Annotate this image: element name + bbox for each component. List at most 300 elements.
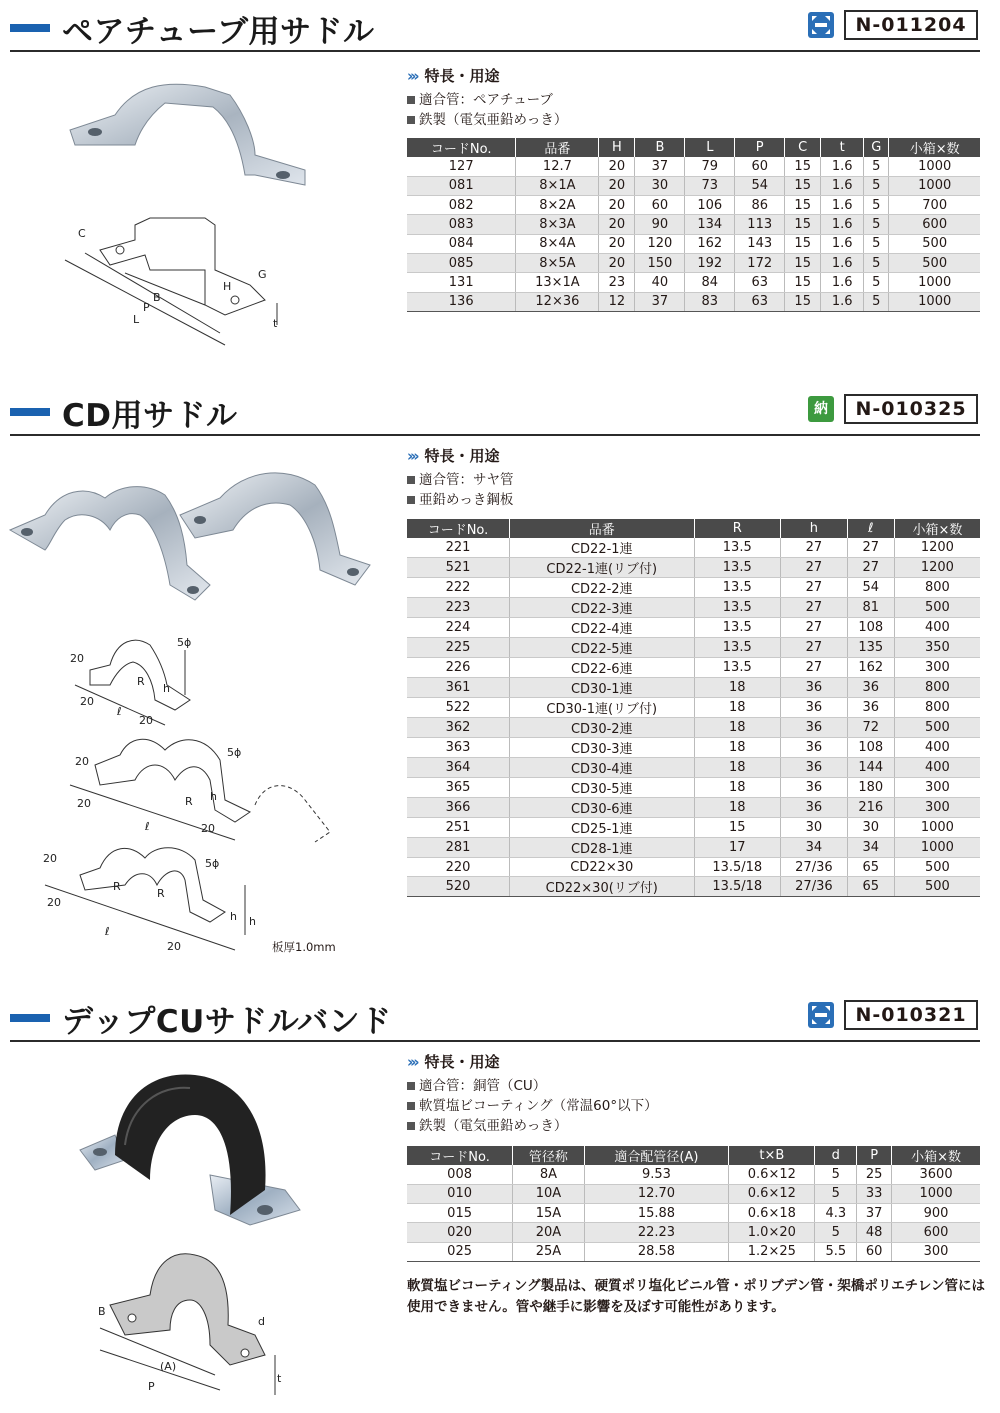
table-cell: 106 bbox=[685, 196, 735, 215]
table-row bbox=[407, 234, 980, 253]
table-cell: 18 bbox=[694, 718, 780, 738]
dimension-diagram bbox=[100, 1254, 275, 1395]
table-row bbox=[407, 253, 980, 272]
table-cell: 18 bbox=[694, 758, 780, 778]
electro-zinc-badge-icon bbox=[808, 1002, 834, 1028]
column-header: t bbox=[821, 138, 864, 157]
dim-label-20: 20 bbox=[75, 755, 89, 768]
table-row bbox=[407, 196, 980, 215]
table-row bbox=[407, 1204, 980, 1223]
table-cell: 18 bbox=[694, 678, 780, 698]
column-header: d bbox=[815, 1146, 857, 1165]
table-cell: 5 bbox=[864, 215, 889, 234]
electro-zinc-badge-icon bbox=[808, 12, 834, 38]
table-cell: 108 bbox=[847, 738, 894, 758]
table-cell: 522 bbox=[407, 698, 509, 718]
column-header: 小箱×数 bbox=[894, 519, 980, 538]
table-cell: 15 bbox=[785, 196, 821, 215]
table-cell: CD30-1連(リブ付) bbox=[509, 698, 694, 718]
table-cell: 362 bbox=[407, 718, 509, 738]
table-cell: 13.5 bbox=[694, 658, 780, 678]
table-cell: 1000 bbox=[889, 157, 980, 176]
table-cell: 37 bbox=[635, 157, 685, 176]
table-cell: 20 bbox=[599, 253, 635, 272]
feature-item: 適合管：銅管（CU） bbox=[407, 1076, 658, 1096]
dim-label-c: C bbox=[78, 227, 86, 240]
column-header: コードNo. bbox=[407, 519, 509, 538]
table-cell: 27 bbox=[847, 558, 894, 578]
table-cell: 12×36 bbox=[516, 292, 599, 311]
table-cell: 27 bbox=[780, 578, 847, 598]
dim-label-20: 20 bbox=[70, 652, 84, 665]
feature-item: 鉄製（電気亜鉛めっき） bbox=[407, 1116, 658, 1136]
table-cell: 13.5 bbox=[694, 538, 780, 558]
title-marker bbox=[10, 24, 50, 32]
table-cell: 20 bbox=[599, 196, 635, 215]
section-3-header bbox=[0, 996, 1000, 1040]
dim-label-20: 20 bbox=[80, 695, 94, 708]
column-header: P bbox=[857, 1146, 892, 1165]
table-cell: 22.23 bbox=[584, 1223, 729, 1242]
table-cell: 500 bbox=[889, 234, 980, 253]
saddle-photo bbox=[70, 84, 305, 185]
table-cell: 15 bbox=[785, 176, 821, 195]
table-cell: 34 bbox=[780, 838, 847, 858]
table-cell: 8A bbox=[513, 1165, 584, 1184]
table-cell: 083 bbox=[407, 215, 516, 234]
table-cell: 30 bbox=[780, 818, 847, 838]
table-cell: 008 bbox=[407, 1165, 513, 1184]
table-cell: 36 bbox=[780, 798, 847, 818]
dim-label-phi: 5ϕ bbox=[227, 746, 242, 759]
table-cell: 1.6 bbox=[821, 157, 864, 176]
dim-label-h: h bbox=[230, 910, 237, 923]
table-cell: 1000 bbox=[894, 838, 980, 858]
chevron-right-icon: ››› bbox=[407, 446, 417, 465]
table-cell: 300 bbox=[894, 658, 980, 678]
table-cell: 65 bbox=[847, 877, 894, 897]
table-cell: 48 bbox=[857, 1223, 892, 1242]
table-cell: 8×3A bbox=[516, 215, 599, 234]
table-cell: 36 bbox=[780, 698, 847, 718]
table-cell: 1000 bbox=[892, 1184, 980, 1203]
table-cell: 15.88 bbox=[584, 1204, 729, 1223]
table-cell: 222 bbox=[407, 578, 509, 598]
dim-label-20: 20 bbox=[167, 940, 181, 953]
table-cell: 172 bbox=[735, 253, 785, 272]
table-cell: 84 bbox=[685, 273, 735, 292]
column-header: 小箱×数 bbox=[892, 1146, 980, 1165]
table-cell: 13.5 bbox=[694, 558, 780, 578]
caution-note: 軟質塩ビコーティング製品は、硬質ポリ塩化ビニル管・ポリブデン管・架橋ポリエチレン管には使用できません。管や継手に影響を及ぼす可能性があります。 bbox=[407, 1278, 986, 1315]
table-cell: 1200 bbox=[894, 558, 980, 578]
table-cell: 60 bbox=[857, 1242, 892, 1261]
table-cell: 30 bbox=[635, 176, 685, 195]
table-cell: 1200 bbox=[894, 538, 980, 558]
table-cell: 36 bbox=[847, 678, 894, 698]
table-cell: 9.53 bbox=[584, 1165, 729, 1184]
table-cell: 134 bbox=[685, 215, 735, 234]
table-cell: 1.2×25 bbox=[729, 1242, 815, 1261]
table-row bbox=[407, 638, 980, 658]
table-cell: 221 bbox=[407, 538, 509, 558]
table-cell: CD30-4連 bbox=[509, 758, 694, 778]
table-row bbox=[407, 718, 980, 738]
features-heading: ››› 特長・用途 bbox=[407, 1052, 500, 1071]
dim-label-p: P bbox=[148, 1380, 155, 1393]
table-row bbox=[407, 157, 980, 176]
feature-item: 亜鉛めっき鋼板 bbox=[407, 490, 514, 510]
table-cell: CD22×30(リブ付) bbox=[509, 877, 694, 897]
table-cell: 082 bbox=[407, 196, 516, 215]
table-cell: 1000 bbox=[889, 273, 980, 292]
table-row bbox=[407, 176, 980, 195]
dim-label-h: H bbox=[223, 280, 232, 293]
table-cell: 120 bbox=[635, 234, 685, 253]
table-cell: 15 bbox=[785, 292, 821, 311]
table-cell: 63 bbox=[735, 292, 785, 311]
table-row bbox=[407, 598, 980, 618]
table-cell: 13.5 bbox=[694, 638, 780, 658]
table-cell: 226 bbox=[407, 658, 509, 678]
column-header: R bbox=[694, 519, 780, 538]
table-cell: 72 bbox=[847, 718, 894, 738]
table-cell: 36 bbox=[780, 758, 847, 778]
table-cell: 18 bbox=[694, 698, 780, 718]
table-cell: 5 bbox=[864, 253, 889, 272]
table-row bbox=[407, 658, 980, 678]
table-cell: 015 bbox=[407, 1204, 513, 1223]
features-block bbox=[407, 445, 514, 510]
table-row bbox=[407, 1184, 980, 1203]
saddle-photo-double bbox=[10, 487, 210, 600]
column-header: t×B bbox=[729, 1146, 815, 1165]
table-cell: 8×5A bbox=[516, 253, 599, 272]
table-cell: 15 bbox=[785, 234, 821, 253]
feature-item: 適合管：ペアチューブ bbox=[407, 90, 567, 110]
table-cell: 108 bbox=[847, 618, 894, 638]
table-cell: 18 bbox=[694, 778, 780, 798]
table-cell: 300 bbox=[894, 798, 980, 818]
table-cell: 500 bbox=[894, 598, 980, 618]
table-row bbox=[407, 558, 980, 578]
table-cell: 1000 bbox=[889, 176, 980, 195]
table-cell: 27 bbox=[780, 558, 847, 578]
table-cell: CD22-6連 bbox=[509, 658, 694, 678]
table-cell: 27 bbox=[780, 618, 847, 638]
table-cell: 65 bbox=[847, 858, 894, 877]
table-cell: 363 bbox=[407, 738, 509, 758]
table-cell: 73 bbox=[685, 176, 735, 195]
table-cell: 13.5/18 bbox=[694, 858, 780, 877]
dim-label-20: 20 bbox=[43, 852, 57, 865]
table-cell: 0.6×12 bbox=[729, 1184, 815, 1203]
table-row bbox=[407, 215, 980, 234]
table-cell: CD22-4連 bbox=[509, 618, 694, 638]
table-cell: 364 bbox=[407, 758, 509, 778]
table-cell: 281 bbox=[407, 838, 509, 858]
table-cell: 25A bbox=[513, 1242, 584, 1261]
features-heading: ››› 特長・用途 bbox=[407, 446, 500, 465]
pair-tube-saddle-illustration bbox=[55, 75, 325, 360]
table-cell: 34 bbox=[847, 838, 894, 858]
table-cell: 36 bbox=[847, 698, 894, 718]
section-1-header bbox=[0, 6, 1000, 50]
table-cell: 30 bbox=[847, 818, 894, 838]
title-rule bbox=[10, 1040, 980, 1042]
table-cell: 5 bbox=[864, 292, 889, 311]
table-cell: 28.58 bbox=[584, 1242, 729, 1261]
table-cell: 251 bbox=[407, 818, 509, 838]
title-rule bbox=[10, 434, 980, 436]
table-cell: 20 bbox=[599, 176, 635, 195]
table-cell: 144 bbox=[847, 758, 894, 778]
table-cell: 300 bbox=[892, 1242, 980, 1261]
table-cell: 224 bbox=[407, 618, 509, 638]
dim-label-r: R bbox=[185, 795, 193, 808]
table-cell: CD30-5連 bbox=[509, 778, 694, 798]
table-cell: 15 bbox=[694, 818, 780, 838]
table-cell: CD22-1連 bbox=[509, 538, 694, 558]
product-code: N-010325 bbox=[844, 394, 978, 424]
dim-label-g: G bbox=[258, 268, 267, 281]
thickness-label: 板厚1.0mm bbox=[272, 940, 336, 954]
cd-saddle-illustration bbox=[5, 460, 395, 960]
table-cell: 15 bbox=[785, 253, 821, 272]
dim-label-20: 20 bbox=[139, 714, 153, 727]
table-cell: 361 bbox=[407, 678, 509, 698]
dim-label-l: ℓ bbox=[105, 925, 110, 938]
table-cell: 27 bbox=[780, 638, 847, 658]
table-cell: 521 bbox=[407, 558, 509, 578]
dim-label-20: 20 bbox=[47, 896, 61, 909]
table-cell: 20A bbox=[513, 1223, 584, 1242]
product-code: N-010321 bbox=[844, 1000, 978, 1030]
table-row bbox=[407, 877, 980, 897]
table-cell: 5 bbox=[815, 1223, 857, 1242]
table-cell: 400 bbox=[894, 738, 980, 758]
table-row bbox=[407, 538, 980, 558]
table-header-row bbox=[407, 1146, 980, 1165]
table-cell: CD30-1連 bbox=[509, 678, 694, 698]
dim-label-r: R bbox=[137, 675, 145, 688]
features-block bbox=[407, 1051, 658, 1136]
title-marker bbox=[10, 408, 50, 416]
table-cell: 36 bbox=[780, 718, 847, 738]
column-header: L bbox=[685, 138, 735, 157]
section-title: CD用サドル bbox=[62, 398, 238, 434]
table-cell: 4.3 bbox=[815, 1204, 857, 1223]
table-cell: 400 bbox=[894, 618, 980, 638]
spec-table bbox=[407, 1146, 980, 1262]
table-cell: CD25-1連 bbox=[509, 818, 694, 838]
table-cell: CD30-2連 bbox=[509, 718, 694, 738]
table-cell: 86 bbox=[735, 196, 785, 215]
table-row bbox=[407, 1223, 980, 1242]
dim-label-phi: 5ϕ bbox=[205, 857, 220, 870]
table-cell: 192 bbox=[685, 253, 735, 272]
table-cell: 15A bbox=[513, 1204, 584, 1223]
column-header: G bbox=[864, 138, 889, 157]
table-cell: 81 bbox=[847, 598, 894, 618]
table-cell: 1.6 bbox=[821, 273, 864, 292]
table-row bbox=[407, 678, 980, 698]
column-header: 品番 bbox=[516, 138, 599, 157]
table-cell: 13×1A bbox=[516, 273, 599, 292]
delivery-badge-icon: 納 bbox=[808, 396, 834, 422]
dim-label-r: R bbox=[113, 880, 121, 893]
table-cell: 113 bbox=[735, 215, 785, 234]
title-marker bbox=[10, 1014, 50, 1022]
table-cell: 27 bbox=[847, 538, 894, 558]
table-cell: 5 bbox=[864, 196, 889, 215]
table-row bbox=[407, 1165, 980, 1184]
table-cell: 5 bbox=[864, 176, 889, 195]
table-cell: 36 bbox=[780, 738, 847, 758]
column-header: P bbox=[735, 138, 785, 157]
table-cell: 084 bbox=[407, 234, 516, 253]
table-cell: 5 bbox=[864, 157, 889, 176]
table-cell: 54 bbox=[735, 176, 785, 195]
dim-label-l: ℓ bbox=[145, 820, 150, 833]
table-cell: 83 bbox=[685, 292, 735, 311]
column-header: 適合配管径(A) bbox=[584, 1146, 729, 1165]
table-row bbox=[407, 698, 980, 718]
product-code: N-011204 bbox=[844, 10, 978, 40]
table-cell: 27/36 bbox=[780, 858, 847, 877]
table-cell: 500 bbox=[894, 718, 980, 738]
table-cell: 13.5 bbox=[694, 618, 780, 638]
dim-label-p: P bbox=[143, 301, 150, 314]
chevron-right-icon: ››› bbox=[407, 66, 417, 85]
dim-label-d: d bbox=[258, 1315, 265, 1328]
table-header-row bbox=[407, 519, 980, 538]
table-cell: 1.6 bbox=[821, 176, 864, 195]
table-cell: 225 bbox=[407, 638, 509, 658]
table-header-row bbox=[407, 138, 980, 157]
table-cell: 12.70 bbox=[584, 1184, 729, 1203]
table-cell: 1.6 bbox=[821, 253, 864, 272]
table-cell: 085 bbox=[407, 253, 516, 272]
table-cell: 400 bbox=[894, 758, 980, 778]
feature-item: 軟質塩ビコーティング（常温60°以下） bbox=[407, 1096, 658, 1116]
chevron-right-icon: ››› bbox=[407, 1052, 417, 1071]
table-row bbox=[407, 798, 980, 818]
column-header: H bbox=[599, 138, 635, 157]
table-row bbox=[407, 758, 980, 778]
section-title: デップCUサドルバンド bbox=[62, 1004, 392, 1040]
table-cell: 220 bbox=[407, 858, 509, 877]
table-cell: 33 bbox=[857, 1184, 892, 1203]
table-cell: 20 bbox=[599, 157, 635, 176]
table-cell: 8×2A bbox=[516, 196, 599, 215]
dip-cu-saddle-illustration bbox=[70, 1060, 310, 1405]
table-cell: 60 bbox=[635, 196, 685, 215]
table-cell: 18 bbox=[694, 798, 780, 818]
table-cell: CD30-3連 bbox=[509, 738, 694, 758]
table-cell: 40 bbox=[635, 273, 685, 292]
table-cell: 600 bbox=[892, 1223, 980, 1242]
features-heading: ››› 特長・用途 bbox=[407, 66, 500, 85]
table-cell: 18 bbox=[694, 738, 780, 758]
table-cell: 350 bbox=[894, 638, 980, 658]
column-header: 品番 bbox=[509, 519, 694, 538]
table-cell: 800 bbox=[894, 698, 980, 718]
table-row bbox=[407, 838, 980, 858]
table-row bbox=[407, 1242, 980, 1261]
table-cell: 366 bbox=[407, 798, 509, 818]
section-title: ペアチューブ用サドル bbox=[62, 14, 375, 50]
features-block bbox=[407, 65, 567, 130]
column-header: B bbox=[635, 138, 685, 157]
table-cell: 15 bbox=[785, 157, 821, 176]
table-cell: 27 bbox=[780, 538, 847, 558]
table-row bbox=[407, 818, 980, 838]
table-cell: 143 bbox=[735, 234, 785, 253]
table-row bbox=[407, 273, 980, 292]
feature-item: 鉄製（電気亜鉛めっき） bbox=[407, 110, 567, 130]
table-cell: 20 bbox=[599, 215, 635, 234]
table-row bbox=[407, 858, 980, 877]
table-cell: 12 bbox=[599, 292, 635, 311]
table-row bbox=[407, 618, 980, 638]
table-cell: 020 bbox=[407, 1223, 513, 1242]
table-cell: CD22-2連 bbox=[509, 578, 694, 598]
table-cell: 13.5 bbox=[694, 578, 780, 598]
table-cell: 5 bbox=[864, 273, 889, 292]
table-row bbox=[407, 292, 980, 311]
table-cell: 136 bbox=[407, 292, 516, 311]
table-cell: 90 bbox=[635, 215, 685, 234]
dim-label-h: h bbox=[210, 790, 217, 803]
column-header: C bbox=[785, 138, 821, 157]
table-cell: 36 bbox=[780, 778, 847, 798]
table-cell: 36 bbox=[780, 678, 847, 698]
table-cell: 25 bbox=[857, 1165, 892, 1184]
table-cell: 1.6 bbox=[821, 292, 864, 311]
table-cell: 500 bbox=[889, 253, 980, 272]
column-header: コードNo. bbox=[407, 1146, 513, 1165]
table-cell: CD22-1連(リブ付) bbox=[509, 558, 694, 578]
spec-table bbox=[407, 138, 980, 312]
table-cell: 500 bbox=[894, 858, 980, 877]
column-header: h bbox=[780, 519, 847, 538]
table-cell: CD22×30 bbox=[509, 858, 694, 877]
dim-label-phi: 5ϕ bbox=[177, 636, 192, 649]
table-cell: 162 bbox=[847, 658, 894, 678]
table-cell: 15 bbox=[785, 215, 821, 234]
section-2-header bbox=[0, 390, 1000, 434]
table-cell: 800 bbox=[894, 578, 980, 598]
dim-label-h: h bbox=[249, 915, 256, 928]
table-cell: CD22-3連 bbox=[509, 598, 694, 618]
table-cell: 010 bbox=[407, 1184, 513, 1203]
title-rule bbox=[10, 50, 980, 52]
table-cell: 1.6 bbox=[821, 234, 864, 253]
dim-label-b: B bbox=[98, 1305, 106, 1318]
table-cell: 8×1A bbox=[516, 176, 599, 195]
saddle-photo bbox=[80, 1074, 300, 1225]
table-cell: CD22-5連 bbox=[509, 638, 694, 658]
table-cell: 27 bbox=[780, 658, 847, 678]
table-cell: 12.7 bbox=[516, 157, 599, 176]
dim-label-t: t bbox=[277, 1372, 282, 1385]
table-cell: 800 bbox=[894, 678, 980, 698]
dim-label-t: t bbox=[273, 317, 278, 330]
table-cell: 10A bbox=[513, 1184, 584, 1203]
dim-label-20: 20 bbox=[201, 822, 215, 835]
table-cell: 1000 bbox=[889, 292, 980, 311]
